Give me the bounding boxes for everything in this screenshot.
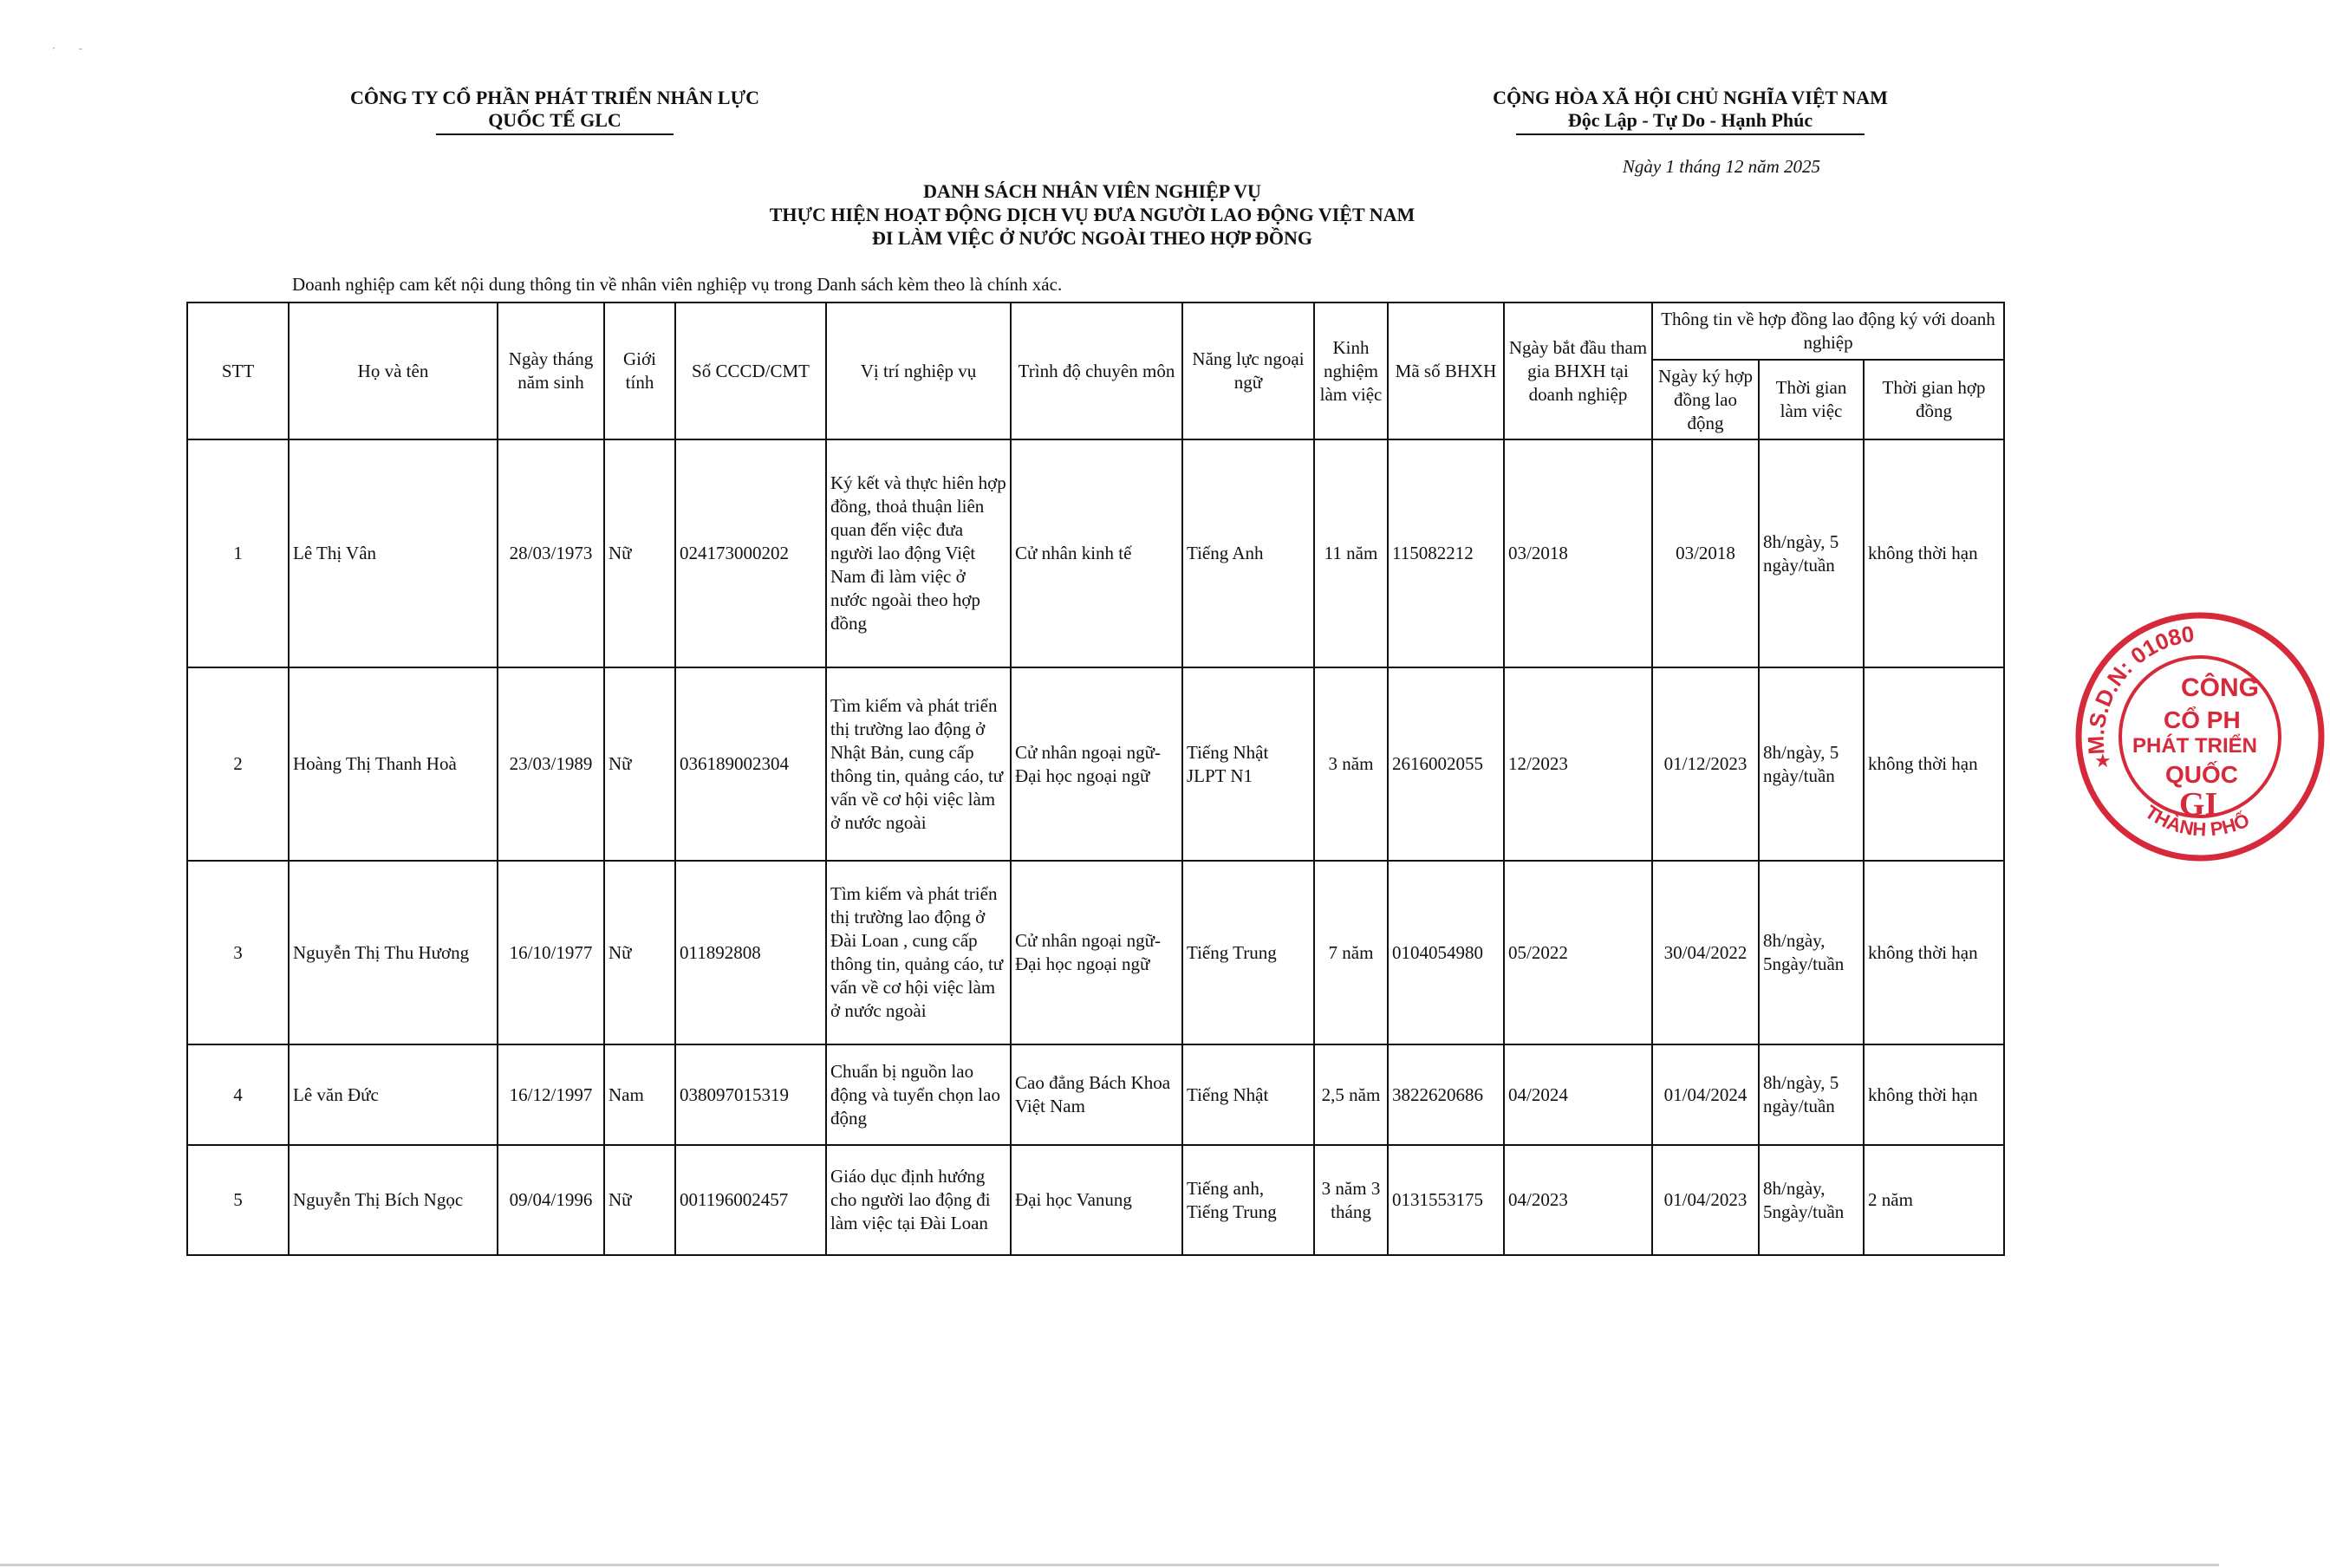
header-name: Họ và tên (289, 303, 498, 439)
cell-id-no: 024173000202 (675, 439, 826, 667)
cell-name: Lê Thị Vân (289, 439, 498, 667)
cell-education: Cử nhân ngoại ngữ-Đại học ngoại ngữ (1011, 667, 1182, 861)
title-line3: ĐI LÀM VIỆC Ở NƯỚC NGOÀI THEO HỢP ĐỒNG (871, 227, 1313, 249)
cell-language: Tiếng Trung (1182, 861, 1314, 1044)
scan-edge (0, 1564, 2219, 1566)
nation-header (1352, 87, 2028, 135)
cell-language: Tiếng anh, Tiếng Trung (1182, 1145, 1314, 1255)
cell-stt: 5 (187, 1145, 289, 1255)
commitment-statement: Doanh nghiệp cam kết nội dung thông tin về nhân viên nghiệp vụ trong Danh sách kèm theo là chính xác. (292, 274, 1063, 295)
cell-stt: 3 (187, 861, 289, 1044)
cell-dob: 16/12/1997 (498, 1044, 604, 1145)
table-row (187, 667, 2004, 861)
cell-work-time: 8h/ngày, 5 ngày/tuần (1759, 439, 1864, 667)
cell-insurance: 2616002055 (1388, 667, 1504, 861)
cell-name: Lê văn Đức (289, 1044, 498, 1145)
cell-work-time: 8h/ngày, 5ngày/tuần (1759, 861, 1864, 1044)
cell-experience: 3 năm 3 tháng (1314, 1145, 1388, 1255)
cell-education: Cử nhân kinh tế (1011, 439, 1182, 667)
company-name-line2: QUỐC TẾ GLC (436, 109, 674, 135)
cell-name: Hoàng Thị Thanh Hoà (289, 667, 498, 861)
cell-language: Tiếng Anh (1182, 439, 1314, 667)
table-row (187, 439, 2004, 667)
cell-dob: 09/04/1996 (498, 1145, 604, 1255)
cell-gender: Nữ (604, 861, 675, 1044)
header-contract-term: Thời gian hợp đồng (1864, 360, 2004, 439)
header-experience: Kinh nghiệm làm việc (1314, 303, 1388, 439)
cell-insurance: 0104054980 (1388, 861, 1504, 1044)
cell-stt: 2 (187, 667, 289, 861)
cell-gender: Nữ (604, 439, 675, 667)
cell-insurance: 3822620686 (1388, 1044, 1504, 1145)
cell-stt: 1 (187, 439, 289, 667)
header-id-no: Số CCCD/CMT (675, 303, 826, 439)
cell-insurance: 115082212 (1388, 439, 1504, 667)
cell-experience: 2,5 năm (1314, 1044, 1388, 1145)
seal-bottom-text: THÀNH PHỐ (2141, 800, 2253, 841)
cell-name: Nguyễn Thị Bích Ngọc (289, 1145, 498, 1255)
cell-position: Ký kết và thực hiên hợp đồng, thoả thuận liên quan đến việc đưa người lao động Việt Nam đi làm việc ở nước ngoài theo hợp đồng (826, 439, 1011, 667)
header-insurance: Mã số BHXH (1388, 303, 1504, 439)
cell-education: Cao đẳng Bách Khoa Việt Nam (1011, 1044, 1182, 1145)
cell-contract-date: 01/04/2023 (1652, 1145, 1759, 1255)
staff-table (186, 302, 2005, 1256)
header-dob: Ngày tháng năm sinh (498, 303, 604, 439)
seal-inner-line1: CÔNG (2181, 673, 2259, 702)
nation-line1: CỘNG HÒA XÃ HỘI CHỦ NGHĨA VIỆT NAM (1493, 87, 1888, 108)
header-contract-date: Ngày ký hợp đồng lao động (1652, 360, 1759, 439)
company-header (260, 87, 849, 135)
seal-inner-line5: GI (2179, 786, 2218, 823)
cell-gender: Nữ (604, 1145, 675, 1255)
header-gender: Giới tính (604, 303, 675, 439)
document-date: Ngày 1 tháng 12 năm 2025 (1622, 156, 1820, 177)
cell-insurance-start: 04/2023 (1504, 1145, 1652, 1255)
title-line2: THỰC HIỆN HOẠT ĐỘNG DỊCH VỤ ĐƯA NGƯỜI LAO ĐỘNG VIỆT NAM (769, 204, 1416, 225)
cell-insurance: 0131553175 (1388, 1145, 1504, 1255)
star-icon: ★ (2094, 750, 2112, 771)
table-row (187, 861, 2004, 1044)
cell-stt: 4 (187, 1044, 289, 1145)
company-name-line1: CÔNG TY CỔ PHẦN PHÁT TRIỂN NHÂN LỰC (349, 87, 760, 108)
seal-inner-line4: QUỐC (2165, 761, 2238, 788)
cell-contract-date: 01/12/2023 (1652, 667, 1759, 861)
cell-contract-term: không thời hạn (1864, 861, 2004, 1044)
table-row (187, 1145, 2004, 1255)
cell-work-time: 8h/ngày, 5ngày/tuần (1759, 1145, 1864, 1255)
cell-gender: Nam (604, 1044, 675, 1145)
title-line1: DANH SÁCH NHÂN VIÊN NGHIỆP VỤ (923, 180, 1261, 202)
cell-gender: Nữ (604, 667, 675, 861)
cell-id-no: 001196002457 (675, 1145, 826, 1255)
cell-insurance-start: 05/2022 (1504, 861, 1652, 1044)
cell-contract-date: 30/04/2022 (1652, 861, 1759, 1044)
document-title (485, 179, 1699, 250)
cell-experience: 3 năm (1314, 667, 1388, 861)
header-contract-group: Thông tin về hợp đồng lao động ký với doanh nghiệp (1652, 303, 2004, 360)
scan-specks: ˊ ˉ (52, 45, 82, 57)
cell-id-no: 011892808 (675, 861, 826, 1044)
cell-contract-date: 01/04/2024 (1652, 1044, 1759, 1145)
cell-position: Chuẩn bị nguồn lao động và tuyển chọn lao động (826, 1044, 1011, 1145)
cell-dob: 16/10/1977 (498, 861, 604, 1044)
header-insurance-start: Ngày bắt đầu tham gia BHXH tại doanh nghiệp (1504, 303, 1652, 439)
seal-inner-line3: PHÁT TRIỂN (2132, 734, 2257, 758)
cell-insurance-start: 04/2024 (1504, 1044, 1652, 1145)
company-seal (2070, 607, 2330, 867)
table-row (187, 1044, 2004, 1145)
cell-education: Đại học Vanung (1011, 1145, 1182, 1255)
cell-experience: 11 năm (1314, 439, 1388, 667)
seal-inner-line2: CỔ PH (2164, 706, 2241, 733)
cell-dob: 23/03/1989 (498, 667, 604, 861)
cell-name: Nguyễn Thị Thu Hương (289, 861, 498, 1044)
cell-position: Giáo dục định hướng cho người lao động đi làm việc tại Đài Loan (826, 1145, 1011, 1255)
cell-contract-term: không thời hạn (1864, 439, 2004, 667)
cell-experience: 7 năm (1314, 861, 1388, 1044)
cell-id-no: 038097015319 (675, 1044, 826, 1145)
cell-insurance-start: 03/2018 (1504, 439, 1652, 667)
cell-language: Tiếng Nhật JLPT N1 (1182, 667, 1314, 861)
cell-insurance-start: 12/2023 (1504, 667, 1652, 861)
header-position: Vị trí nghiệp vụ (826, 303, 1011, 439)
cell-contract-term: không thời hạn (1864, 667, 2004, 861)
header-stt: STT (187, 303, 289, 439)
cell-id-no: 036189002304 (675, 667, 826, 861)
seal-ring-text: M.S.D.N: 01080 (2082, 620, 2197, 756)
cell-position: Tìm kiếm và phát triển thị trường lao động ở Đài Loan , cung cấp thông tin, quảng cáo, tư vấn về cơ hội việc làm ở nước ngoài (826, 861, 1011, 1044)
cell-education: Cử nhân ngoại ngữ-Đại học ngoại ngữ (1011, 861, 1182, 1044)
cell-contract-term: không thời hạn (1864, 1044, 2004, 1145)
header-work-time: Thời gian làm việc (1759, 360, 1864, 439)
cell-language: Tiếng Nhật (1182, 1044, 1314, 1145)
nation-motto: Độc Lập - Tự Do - Hạnh Phúc (1516, 109, 1865, 135)
cell-work-time: 8h/ngày, 5 ngày/tuần (1759, 1044, 1864, 1145)
cell-contract-term: 2 năm (1864, 1145, 2004, 1255)
header-education: Trình độ chuyên môn (1011, 303, 1182, 439)
cell-position: Tìm kiếm và phát triển thị trường lao động ở Nhật Bản, cung cấp thông tin, quảng cáo, tư vấn về cơ hội việc làm ở nước ngoài (826, 667, 1011, 861)
cell-dob: 28/03/1973 (498, 439, 604, 667)
cell-contract-date: 03/2018 (1652, 439, 1759, 667)
cell-work-time: 8h/ngày, 5 ngày/tuần (1759, 667, 1864, 861)
header-language: Năng lực ngoại ngữ (1182, 303, 1314, 439)
